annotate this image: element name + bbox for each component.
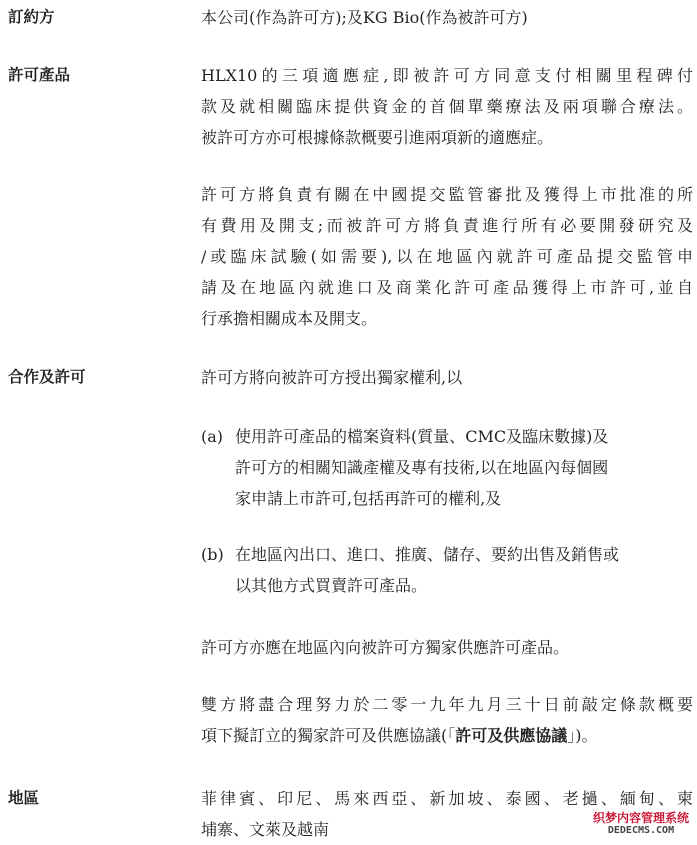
text-segment: 」)。 (567, 726, 598, 745)
parties-paragraph (201, 2, 693, 33)
term-cooperation: 合作及許可 (8, 368, 86, 386)
text-line: 行承擔相關成本及開支。 (201, 309, 378, 328)
text-line: 菲律賓、印尼、馬來西亞、新加坡、泰國、老撾、緬甸、柬 (201, 789, 693, 808)
text-line: /或臨床試驗(如需要),以在地區內就許可產品提交監管申 (201, 247, 693, 266)
watermark-url: DEDECMS.COM (607, 825, 675, 836)
watermark-text: 织梦内容管理系统 (592, 811, 689, 825)
term-parties: 訂約方 (8, 8, 55, 26)
text-line (201, 720, 693, 751)
text-line: 埔寨、文萊及越南 (201, 820, 330, 839)
text-line: 許可方將負責有關在中國提交監管審批及獲得上市批准的所 (201, 185, 693, 204)
defined-term: 許可及供應協議 (455, 726, 568, 745)
text-line: 許可方將向被許可方授出獨家權利,以 (201, 368, 463, 387)
text-line: 本公司(作為許可方);及KG Bio(作為被許可方) (201, 8, 528, 27)
text-line: 家申請上市許可,包括再許可的權利,及 (235, 489, 502, 508)
list-marker: (b) (201, 545, 224, 564)
cooperation-intro (201, 362, 693, 393)
text-line: 請及在地區內就進口及商業化許可產品獲得上市許可,並自 (201, 278, 693, 297)
text-line: 款及就相關臨床提供資金的首個單藥療法及兩項聯合療法。 (201, 97, 693, 116)
text-segment: 項下擬訂立的獨家許可及供應協議(「 (201, 726, 456, 745)
text-line: 許可方亦應在地區內向被許可方獨家供應許可產品。 (201, 638, 570, 657)
text-line: 有費用及開支;而被許可方將負責進行所有必要開發研究及 (201, 216, 693, 235)
term-licensed-product: 許可產品 (8, 66, 71, 84)
text-line: 許可方的相關知識產權及專有技術,以在地區內每個國 (235, 458, 609, 477)
term-territory: 地區 (8, 789, 40, 807)
supply-paragraph (201, 632, 693, 663)
licensed-product-paragraph-1 (201, 60, 693, 153)
watermark-logo (593, 812, 689, 836)
agreement-paragraph (201, 689, 693, 751)
text-line: HLX10的三項適應症,即被許可方同意支付相關里程碑付 (201, 66, 693, 85)
list-item-b (201, 539, 693, 601)
text-line: 雙方將盡合理努力於二零一九年九月三十日前敲定條款概要 (201, 695, 693, 714)
text-line: 使用許可產品的檔案資料(質量、CMC及臨床數據)及 (235, 427, 609, 446)
list-item-a (201, 421, 693, 514)
text-line: 在地區內出口、進口、推廣、儲存、要約出售及銷售或 (235, 545, 620, 564)
licensed-product-paragraph-2 (201, 179, 693, 334)
list-marker: (a) (201, 427, 224, 446)
text-line: 被許可方亦可根據條款概要引進兩項新的適應症。 (201, 128, 554, 147)
text-line: 以其他方式買賣許可產品。 (235, 576, 428, 595)
